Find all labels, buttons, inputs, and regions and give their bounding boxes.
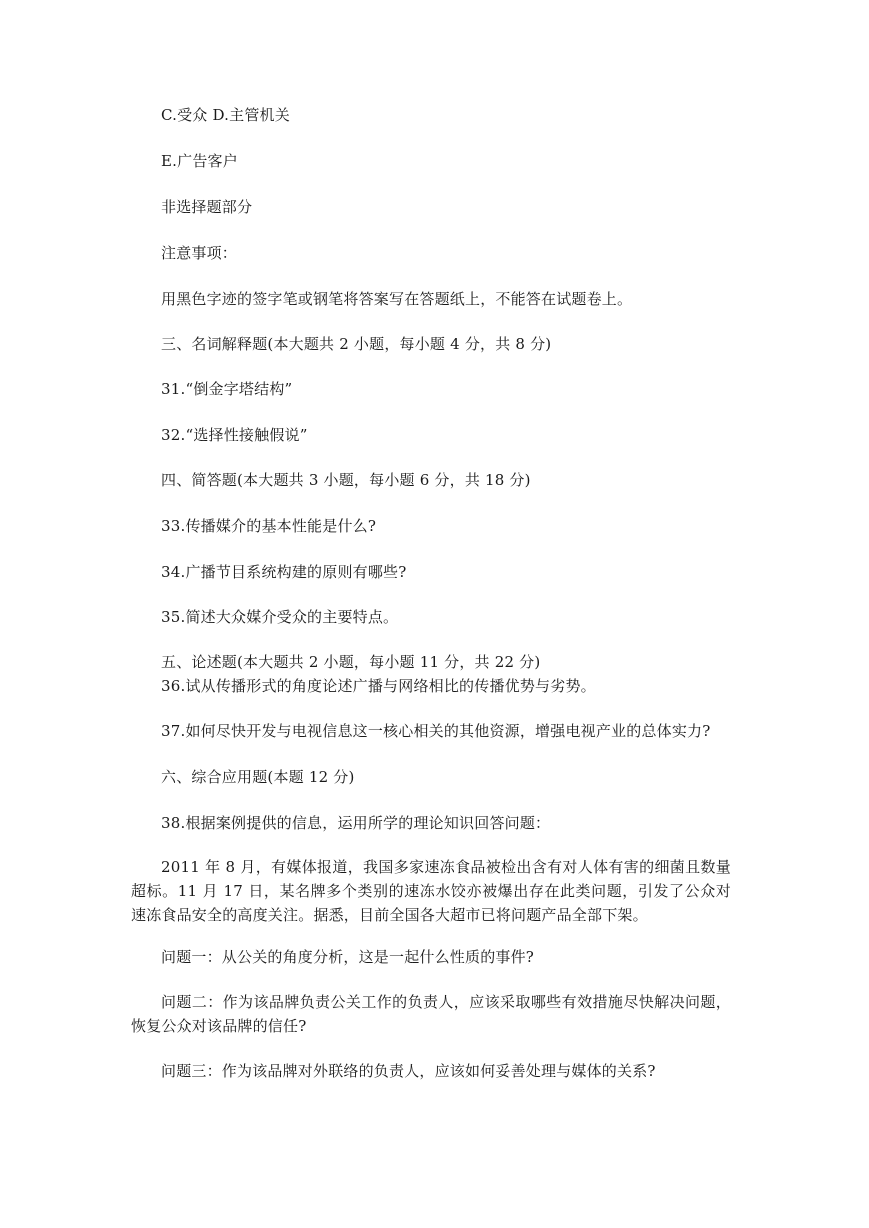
section-title-4: 四、简答题(本大题共 3 小题，每小题 6 分，共 18 分) bbox=[161, 471, 531, 489]
sub-question-3: 问题三：作为该品牌对外联络的负责人，应该如何妥善处理与媒体的关系? bbox=[161, 1062, 656, 1080]
question-36: 36.试从传播形式的角度论述广播与网络相比的传播优势与劣势。 bbox=[161, 677, 596, 695]
option-e: E.广告客户 bbox=[161, 152, 238, 170]
section-title-3: 三、名词解释题(本大题共 2 小题，每小题 4 分，共 8 分) bbox=[161, 335, 552, 353]
notice-text: 用黑色字迹的签字笔或钢笔将答案写在答题纸上，不能答在试题卷上。 bbox=[161, 290, 633, 308]
question-38: 38.根据案例提供的信息，运用所学的理论知识回答问题： bbox=[161, 814, 551, 832]
question-34: 34.广播节目系统构建的原则有哪些? bbox=[161, 563, 407, 581]
question-31: 31.“倒金字塔结构” bbox=[161, 380, 293, 398]
options-c-d: C.受众 D.主管机关 bbox=[161, 106, 290, 124]
question-33: 33.传播媒介的基本性能是什么? bbox=[161, 517, 377, 535]
question-37: 37.如何尽快开发与电视信息这一核心相关的其他资源，增强电视产业的总体实力? bbox=[161, 722, 711, 740]
notice-label: 注意事项： bbox=[161, 244, 238, 262]
section-title-5: 五、论述题(本大题共 2 小题，每小题 11 分，共 22 分) bbox=[161, 653, 541, 671]
case-paragraph: 2011 年 8 月，有媒体报道，我国多家速冻食品被检出含有对人体有害的细菌且数量超标。11 月 17 日，某名牌多个类别的速冻水饺亦被爆出存在此类问题，引发了公众对速冻食品安全的高度关注。据悉，目前全国各大超市已将问题产品全部下架。 bbox=[131, 858, 731, 924]
sub-question-1: 问题一：从公关的角度分析，这是一起什么性质的事件? bbox=[161, 948, 535, 966]
section-title-6: 六、综合应用题(本题 12 分) bbox=[161, 768, 355, 786]
question-35: 35.简述大众媒介受众的主要特点。 bbox=[161, 608, 399, 626]
sub-question-2: 问题二：作为该品牌负责公关工作的负责人，应该采取哪些有效措施尽快解决问题，恢复公众对该品牌的信任? bbox=[131, 993, 731, 1035]
question-32: 32.“选择性接触假说” bbox=[161, 426, 308, 444]
section-title-nonchoice: 非选择题部分 bbox=[161, 198, 253, 216]
